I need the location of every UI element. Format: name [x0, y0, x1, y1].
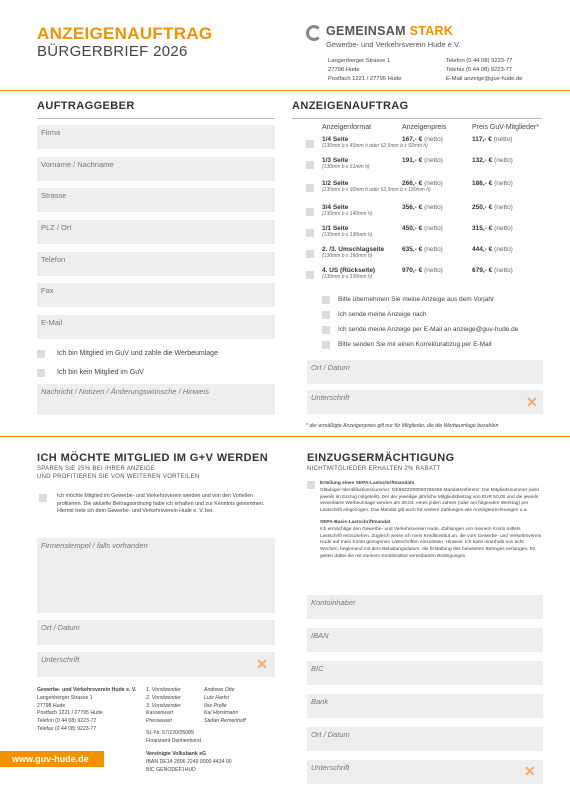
- member-label: Ich bin Mitglied im GuV und zahle die Werbeumlage: [57, 350, 218, 357]
- divider: [0, 436, 570, 437]
- ad-format-size: (130mm b x 140mm h): [322, 211, 373, 217]
- header-title: ANZEIGENAUFTRAG: [37, 24, 213, 43]
- section-title-mitglied: ICH MÖCHTE MITGLIED IM G+V WERDEN: [37, 452, 269, 464]
- ad-member-price: 315,- € (netto): [472, 225, 513, 232]
- ad-format-row: [322, 225, 372, 238]
- mitglied-sub: SPAREN SIE 25% BEI IHRER ANZEIGE UND PROFITIEREN SIE VON WEITEREN VORTEILEN: [37, 466, 200, 480]
- logo-sub: Gewerbe- und Verkehrsverein Hude e.V.: [326, 40, 461, 49]
- ad-format-name: 1/4 Seite: [322, 136, 349, 143]
- stamp-field[interactable]: Firmenstempel / falls vorhanden: [37, 538, 275, 613]
- ad-member-price: 186,- € (netto): [472, 180, 513, 187]
- option-checkbox[interactable]: [322, 311, 330, 319]
- section-title-sepa: EINZUGSERMÄCHTIGUNG: [307, 452, 455, 464]
- ad-price: 191,- € (netto): [402, 157, 443, 164]
- ad-format-checkbox[interactable]: [306, 229, 314, 237]
- ad-format-name: 2. /3. Umschlagseite: [322, 246, 385, 253]
- member-checkbox[interactable]: [37, 350, 45, 358]
- ad-format-checkbox[interactable]: [306, 140, 314, 148]
- header-contact: Telefon (0 44 08) 9223-77 Telefax (0 44 08) 9223-77 E-Mail anzeige@guv-hude.de: [446, 58, 523, 82]
- divider: [37, 118, 275, 119]
- nonmember-checkbox[interactable]: [37, 369, 45, 377]
- signature-field[interactable]: Unterschrift: [307, 390, 543, 414]
- footer-tax: St.-Nr. 57/220/05089 Finanzamt Delmenhorst: [146, 730, 202, 744]
- footer-bank: Vereinigte Volksbank eG IBAN DE14 2806 2249 0000 4434 00 BIC GENODEF1HUD: [146, 751, 232, 773]
- col-member-price: Preis GuV-Mitglieder*: [472, 124, 539, 131]
- ad-member-price: 679,- € (netto): [472, 267, 513, 274]
- divider: [292, 118, 542, 119]
- ad-format-checkbox[interactable]: [306, 184, 314, 192]
- bic-field[interactable]: BIC: [307, 661, 543, 685]
- signature-x-icon: ✕: [256, 656, 268, 672]
- option-checkbox[interactable]: [322, 326, 330, 334]
- ad-format-row: [322, 157, 370, 170]
- email-field[interactable]: E-Mail: [37, 315, 275, 339]
- ad-price: 167,- € (netto): [402, 136, 443, 143]
- ad-member-price: 444,- € (netto): [472, 246, 513, 253]
- sepa-checkbox[interactable]: [307, 481, 315, 489]
- ad-format-name: 1/3 Seite: [322, 157, 349, 164]
- logo-text: GEMEINSAM STARK: [326, 24, 454, 38]
- ad-format-size: (130mm b x 61mm h): [322, 164, 370, 170]
- ad-format-name: 3/4 Seite: [322, 204, 349, 211]
- account-holder-field[interactable]: Kontoinhaber: [307, 595, 543, 619]
- option-label: Bitte übernehmen Sie meine Anzeige aus dem Vorjahr: [338, 296, 495, 303]
- ad-format-name: 4. US (Rückseite): [322, 267, 376, 274]
- company-field[interactable]: Firma: [37, 125, 275, 149]
- date-field[interactable]: Ort / Datum: [307, 360, 543, 384]
- city-field[interactable]: PLZ / Ort: [37, 220, 275, 244]
- col-format: Anzeigenformat: [322, 124, 372, 131]
- footer-address: Gewerbe- und Verkehrsverein Hude e. V. Langenberger Strasse 1 27798 Hude Postfach 1221 / 27795 Hude Telefon (0 44 08) 9223-77 Telefax (0 44 08) 9223-77: [37, 687, 137, 732]
- ad-format-checkbox[interactable]: [306, 250, 314, 258]
- col-price: Anzeigenpreis: [402, 124, 447, 131]
- ad-format-name: 1/1 Seite: [322, 225, 349, 232]
- ad-format-row: [322, 267, 375, 280]
- phone-field[interactable]: Telefon: [37, 252, 275, 276]
- fax-field[interactable]: Fax: [37, 283, 275, 307]
- ad-format-size: (130mm b x 190mm h): [322, 274, 373, 280]
- ad-format-name: 1/2 Seite: [322, 180, 349, 187]
- section-title-anzeigen: ANZEIGENAUFTRAG: [292, 100, 409, 112]
- notes-field[interactable]: Nachricht / Notizen / Änderungswünsche / Hinweis: [37, 384, 275, 415]
- ad-format-row: [322, 246, 384, 259]
- ad-format-size: (130mm b x 92mm h oder 62,5mm b x 190mm h): [322, 187, 431, 193]
- ad-format-size: (130mm b x 190mm h): [322, 253, 373, 259]
- iban-field[interactable]: IBAN: [307, 628, 543, 652]
- ad-format-row: [322, 204, 372, 217]
- nonmember-label: Ich bin kein Mitglied im GuV: [57, 369, 144, 376]
- ad-member-price: 250,- € (netto): [472, 204, 513, 211]
- ad-price: 635,- € (netto): [402, 246, 443, 253]
- ad-price: 970,- € (netto): [402, 267, 443, 274]
- sepa-date-field[interactable]: Ort / Datum: [307, 727, 543, 751]
- header-addr: Langenberger Strasse 1 27798 Hude Postfach 1221 / 27795 Hude: [328, 58, 402, 82]
- street-field[interactable]: Strasse: [37, 188, 275, 212]
- ad-member-price: 132,- € (netto): [472, 157, 513, 164]
- sepa-text: Erteilung eines SEPA-Lastschriftmandats Gläubiger-Identifikationsnummer: DE68ZZZ00000795256 Mandatsreferenz: Die Mitgliedsnummer (wird jeweils im Einzug mitgeteilt). Der der jeweilige jährliche Mitgliedsbeitrag von EUR 50,00 und die jeweils vereinbarte Werbeumlage werden am 30.03. eines jeden Jahres (oder am folgenden Werktag) per Lastschrift eingezogen. Das Mandat gilt auch für weitere Zahlungen wie Anzeigenrechnungen u.a. SEPA-Basis-Lastschriftmandat Ich ermächtige den Gewerbe- und Verkehrsverein Hude, Zahlungen von meinem Konto mittels Lastschrift einzuziehen. Zugleich weise ich mein Kreditinstitut an, die vom Gewerbe- und Verkehrsverein Hude auf mein Konto gezogenen Lastschriften einzulösen. Hinweis: Ich kann innerhalb von acht Wochen, beginnend mit dem Belastungsdatum, die Erstattung des belasteten Betrages verlangen. Es gelten dabei die mit meinem Kreditinstitut vereinbarten Bedingungen.: [320, 481, 542, 559]
- option-checkbox[interactable]: [322, 296, 330, 304]
- member-signature-field[interactable]: Unterschrift: [37, 652, 275, 677]
- ad-format-checkbox[interactable]: [306, 208, 314, 216]
- ad-member-price: 117,- € (netto): [472, 136, 513, 143]
- section-title-auftraggeber: AUFTRAGGEBER: [37, 100, 135, 112]
- member-date-field[interactable]: Ort / Datum: [37, 620, 275, 645]
- ad-price: 450,- € (netto): [402, 225, 443, 232]
- option-label: Ich sende meine Anzeige per E-Mail an anzeige@guv-hude.de: [338, 326, 519, 333]
- divider: [0, 90, 570, 91]
- option-checkbox[interactable]: [322, 341, 330, 349]
- ad-format-size: (130mm b x 45mm h oder 62,5mm b x 92mm h): [322, 143, 428, 149]
- sepa-sub: NICHTMITGLIEDER ERHALTEN 2% RABATT: [307, 466, 441, 472]
- ad-format-size: (130mm b x 190mm h): [322, 232, 373, 238]
- option-label: Bitte senden Sie mir einen Korrekturabzug per E-Mail: [338, 341, 492, 348]
- membership-checkbox[interactable]: [39, 494, 47, 502]
- footer-names: Andreas Otte Lutz Harfst Ilse Prelle Kai Hörstmann Stefan Remenhoff: [204, 687, 246, 725]
- signature-x-icon: ✕: [524, 763, 536, 779]
- website-link[interactable]: www.guv-hude.de: [0, 751, 104, 767]
- signature-x-icon: ✕: [526, 394, 538, 410]
- footer-roles: 1. Vorsitzender 2. Vorsitzender 3. Vorsitzender Kassenwart Pressewart: [146, 687, 181, 725]
- logo-icon: [306, 25, 322, 41]
- header-subtitle: BÜRGERBRIEF 2026: [37, 43, 188, 60]
- name-field[interactable]: Vorname / Nachname: [37, 157, 275, 181]
- ad-price: 356,- € (netto): [402, 204, 443, 211]
- membership-text: Ich möchte Mitglied im Gewerbe- und Verkehrsverein werden und von den Vorteilen profitieren. Die aktuelle Beitragsordnung habe ich erhalten und zur Kenntnis genommen. Hiermit trete ich dem Gewerbe- und Verkehrsverein Hude e. V. bei.: [57, 493, 265, 514]
- ad-format-checkbox[interactable]: [306, 271, 314, 279]
- footnote: * der ermäßigte Anzeigenpreis gilt nur für Mitglieder, die die Werbeumlage bezahlen: [306, 423, 499, 429]
- option-label: Ich sende meine Anzeige nach: [338, 311, 427, 318]
- ad-price: 266,- € (netto): [402, 180, 443, 187]
- ad-format-checkbox[interactable]: [306, 161, 314, 169]
- sepa-signature-field[interactable]: Unterschrift: [307, 760, 543, 784]
- bank-field[interactable]: Bank: [307, 694, 543, 718]
